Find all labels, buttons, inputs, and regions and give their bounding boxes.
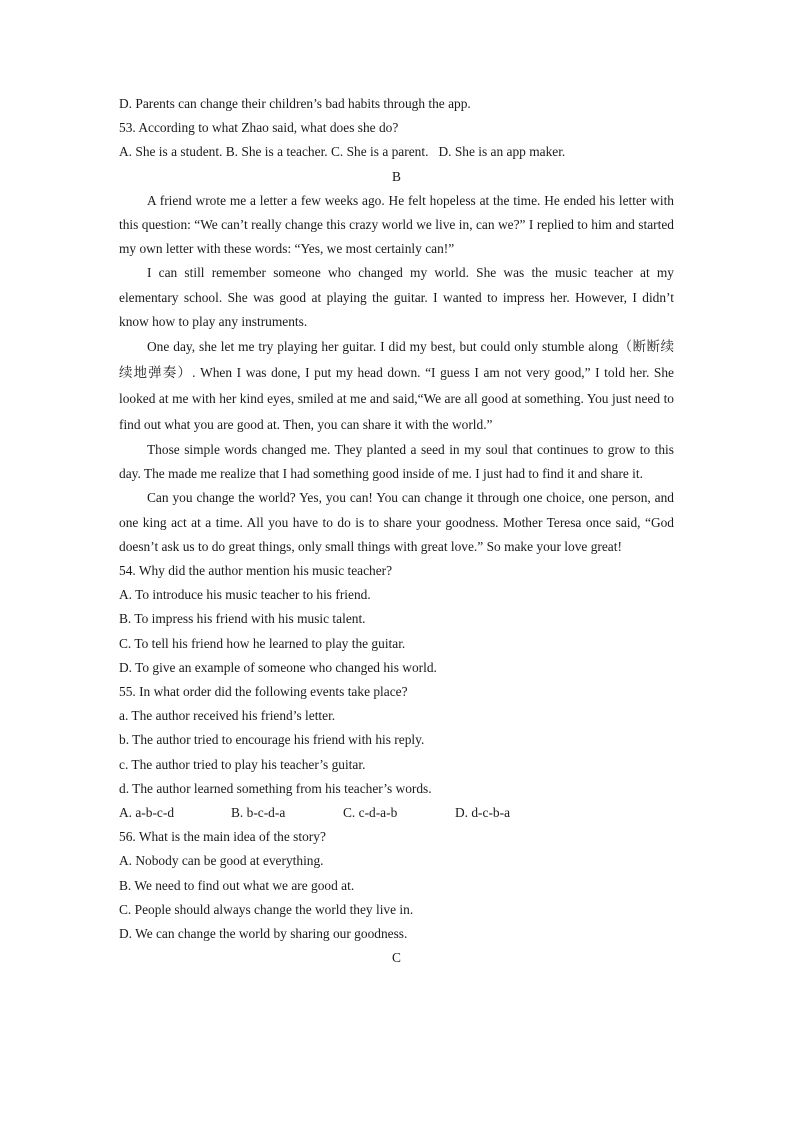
passage-b-paragraph-3: One day, she let me try playing her guitar. I did my best, but could only stumble along（断断续续地弹奏）. When I was done, I put my head down. “I guess I am not very good,” I told her. She looked at me with her kind eyes, smiled at me and said,“We are all good at something. You just need to find out what you are good at. Then, you can share it with the world.”: [119, 339, 674, 433]
q55-question: 55. In what order did the following events take place?: [119, 684, 408, 700]
passage-b-paragraph-2: I can still remember someone who changed my world. She was the music teacher at my elementary school. She was good at playing the guitar. I wanted to impress her. However, I didn’t know how to play any instruments.: [119, 265, 674, 329]
q54-option-a: A. To introduce his music teacher to his friend.: [119, 587, 371, 603]
passage-b-paragraph-5: Can you change the world? Yes, you can! You can change it through one choice, one person, and one king act at a time. All you have to do is to share your goodness. Mother Teresa once said, “God doesn’t ask us to do great things, only small things with great love.” So make your love great!: [119, 490, 674, 554]
passage-b-paragraph-4: Those simple words changed me. They planted a seed in my soul that continues to grow to this day. The made me realize that I had something good inside of me. I just had to find it and share it.: [119, 442, 674, 482]
q55-option-b: B. b-c-d-a: [231, 805, 286, 821]
q55-event-b: b. The author tried to encourage his friend with his reply.: [119, 732, 425, 748]
q54-option-d: D. To give an example of someone who changed his world.: [119, 659, 437, 675]
q55-option-d: D. d-c-b-a: [455, 805, 511, 821]
q56-option-b: B. We need to find out what we are good at.: [119, 877, 355, 893]
document-page: [119, 92, 674, 971]
q55-option-a: A. a-b-c-d: [119, 805, 175, 821]
q55-event-d: d. The author learned something from his teacher’s words.: [119, 780, 432, 796]
section-b-heading: B: [392, 168, 401, 184]
q53-options: A. She is a student. B. She is a teacher. C. She is a parent. D. She is an app maker.: [119, 144, 566, 160]
q55-event-a: a. The author received his friend’s letter.: [119, 708, 336, 724]
q56-option-a: A. Nobody can be good at everything.: [119, 853, 324, 869]
section-c-heading: C: [392, 950, 401, 966]
q55-event-c: c. The author tried to play his teacher’s guitar.: [119, 756, 366, 772]
passage-b-paragraph-1: A friend wrote me a letter a few weeks ago. He felt hopeless at the time. He ended his letter with this question: “We can’t really change this crazy world we live in, can we?” I replied to him and started my own letter with these words: “Yes, we most certainly can!”: [119, 192, 674, 257]
q55-option-c: C. c-d-a-b: [343, 805, 398, 821]
q53-question: 53. According to what Zhao said, what does she do?: [119, 120, 399, 136]
q54-option-b: B. To impress his friend with his music talent.: [119, 611, 366, 627]
q55-options: [119, 801, 674, 825]
q56-option-c: C. People should always change the world they live in.: [119, 901, 414, 917]
q56-option-d: D. We can change the world by sharing our goodness.: [119, 926, 408, 942]
q56-question: 56. What is the main idea of the story?: [119, 829, 326, 845]
q54-option-c: C. To tell his friend how he learned to play the guitar.: [119, 635, 406, 651]
q52-option-d: D. Parents can change their children’s bad habits through the app.: [119, 96, 471, 111]
q54-question: 54. Why did the author mention his music teacher?: [119, 563, 393, 579]
